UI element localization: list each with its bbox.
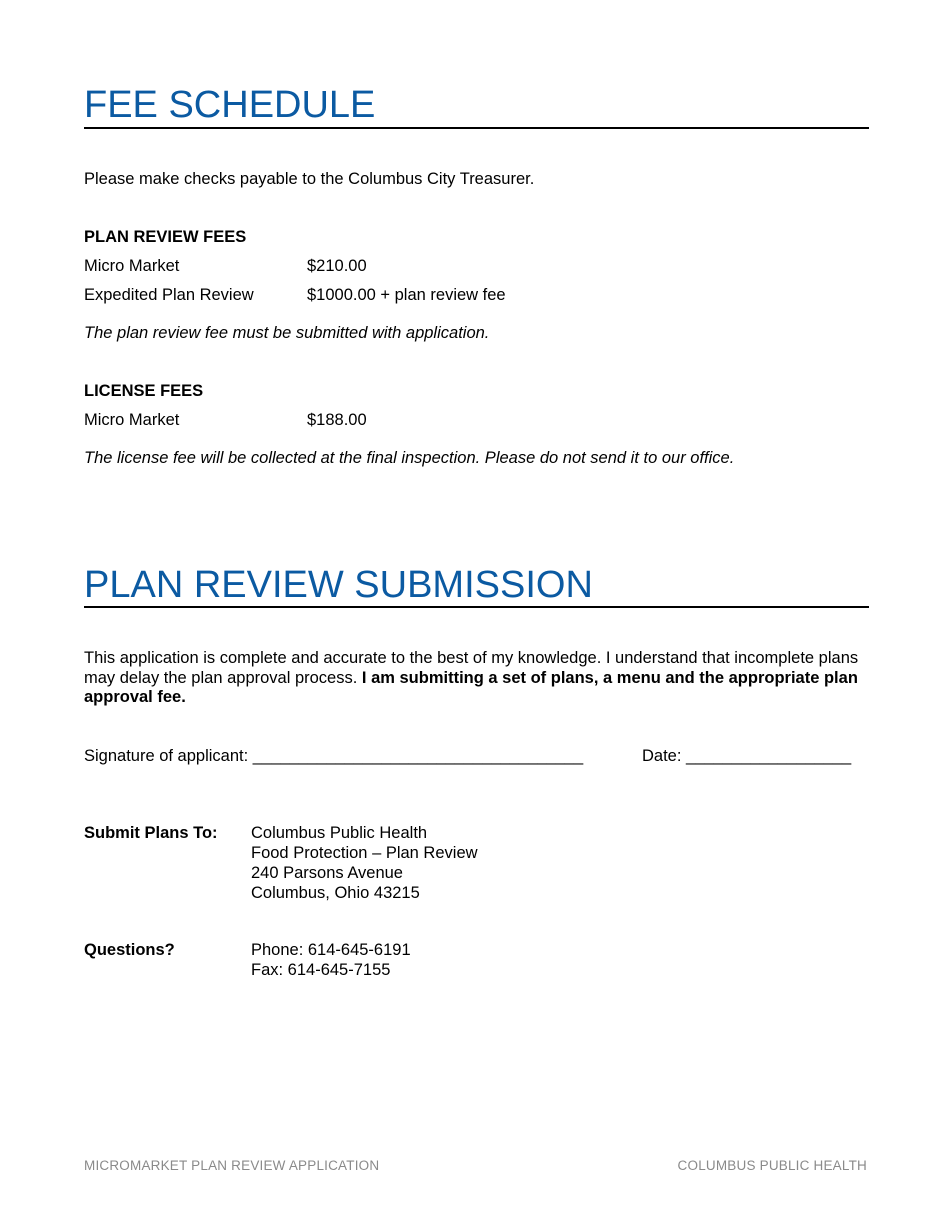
fee-value: $1000.00 + plan review fee <box>307 286 506 304</box>
fee-label: Expedited Plan Review <box>84 286 254 304</box>
submission-title: PLAN REVIEW SUBMISSION <box>84 564 593 606</box>
footer-right: COLUMBUS PUBLIC HEALTH <box>677 1158 867 1173</box>
submission-statement <box>84 649 869 708</box>
fax-number: Fax: 614-645-7155 <box>251 961 391 979</box>
fee-schedule-divider <box>84 127 869 129</box>
address-line: Columbus Public Health <box>251 824 428 842</box>
footer-left: MICROMARKET PLAN REVIEW APPLICATION <box>84 1158 380 1173</box>
submission-divider <box>84 606 869 608</box>
plan-review-fee-note: The plan review fee must be submitted with application. <box>84 324 490 342</box>
document-page <box>84 0 869 1230</box>
fee-value: $210.00 <box>307 257 367 275</box>
license-fees-heading: LICENSE FEES <box>84 382 204 400</box>
signature-line[interactable]: Signature of applicant: ____________________________________ <box>84 747 584 765</box>
date-line[interactable]: Date: __________________ <box>642 747 852 765</box>
address-line: Food Protection – Plan Review <box>251 844 478 862</box>
license-fee-note: The license fee will be collected at the final inspection. Please do not send it to our office. <box>84 449 735 467</box>
address-line: 240 Parsons Avenue <box>251 864 403 882</box>
submit-address <box>251 823 478 903</box>
phone-number: Phone: 614-645-6191 <box>251 941 411 959</box>
fee-label: Micro Market <box>84 257 180 275</box>
questions-label: Questions? <box>84 941 175 959</box>
fee-schedule-title: FEE SCHEDULE <box>84 84 376 126</box>
submit-plans-label: Submit Plans To: <box>84 824 218 842</box>
plan-review-fees-heading: PLAN REVIEW FEES <box>84 228 247 246</box>
address-line: Columbus, Ohio 43215 <box>251 884 420 902</box>
statement-plain: This application is complete and accurate to the best of my knowledge. I understand that incomplete plans may delay the plan approval process. <box>84 649 859 687</box>
statement-bold: I am submitting a set of plans, a menu and the appropriate plan approval fee. <box>84 668 858 706</box>
fee-label: Micro Market <box>84 411 180 429</box>
contact-info <box>251 940 411 980</box>
fee-value: $188.00 <box>307 411 367 429</box>
payable-note: Please make checks payable to the Columbus City Treasurer. <box>84 170 535 188</box>
